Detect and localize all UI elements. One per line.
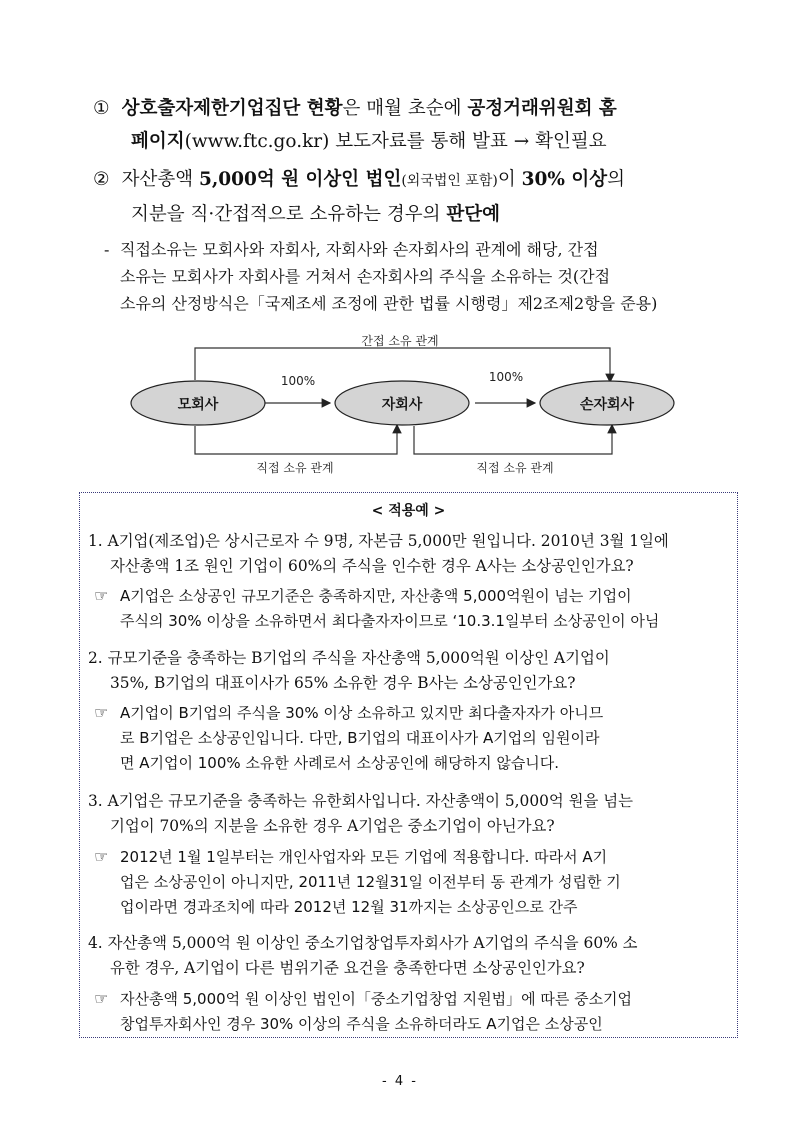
answer-line: 로 B기업은 소상공인입니다. 다만, B기업의 대표이사가 A기업의 임원이라 xyxy=(120,729,600,747)
text-run: 자산총액 xyxy=(121,169,199,190)
answer-line: 면 A기업이 100% 소유한 사례로서 소상공인에 해당하지 않습니다. xyxy=(120,754,560,772)
direct-ownership-label-left: 직접 소유 관계 xyxy=(256,461,334,475)
examples-title: < 적용예 > xyxy=(371,503,446,519)
answer-line: 창업투자회사인 경우 30% 이상의 주식을 소유하더라도 A기업은 소상공인 xyxy=(120,1015,603,1033)
answer-line: 업은 소상공인이 아니지만, 2011년 12월31일 이전부터 동 관계가 성립한 기 xyxy=(120,873,621,891)
answer-4 xyxy=(94,987,632,1037)
circled-number-1: ① xyxy=(93,98,110,119)
pointing-hand-icon: ☞ xyxy=(94,847,109,866)
text-run: (www.ftc.go.kr) 보도자료를 통해 발표 → 확인필요 xyxy=(184,131,607,152)
text-run: 페이지 xyxy=(131,131,185,152)
answer-3 xyxy=(94,845,621,920)
direct-ownership-line-right xyxy=(414,425,612,454)
item-1 xyxy=(93,92,733,158)
question-line: 35%, B기업의 대표이사가 65% 소유한 경우 B사는 소상공인인가요? xyxy=(110,674,576,692)
item-1-line-1 xyxy=(93,92,733,125)
answer-line: 자산총액 5,000억 원 이상인 법인이「중소기업창업 지원법」에 따른 중소기업 xyxy=(120,990,633,1008)
example-1 xyxy=(88,529,669,579)
text-run: 지분을 직·간접적으로 소유하는 경우의 xyxy=(131,204,447,225)
indirect-ownership-label: 간접 소유 관계 xyxy=(361,334,439,348)
node-label-grandchild: 손자회사 xyxy=(579,397,635,413)
text-run: 은 매월 초순에 xyxy=(342,98,468,119)
question-line: 1. A기업(제조업)은 상시근로자 수 9명, 자본금 5,000만 원입니다. 2010년 3월 1일에 xyxy=(88,532,669,550)
direct-ownership-line-left xyxy=(195,425,397,454)
answer-line: A기업이 B기업의 주식을 30% 이상 소유하고 있지만 최다출자자가 아니므 xyxy=(120,704,604,722)
text-run: 30% 이상 xyxy=(521,169,608,190)
percent-label-1: 100% xyxy=(280,374,316,388)
direct-ownership-label-right: 직접 소유 관계 xyxy=(476,461,554,475)
node-label-subsidiary: 자회사 xyxy=(381,397,423,413)
answer-1 xyxy=(94,584,659,634)
question-line: 자산총액 1조 원인 기업이 60%의 주식을 인수한 경우 A사는 소상공인인가요? xyxy=(110,557,634,575)
text-run: (외국법인 포함) xyxy=(401,173,498,189)
text-run: 공정거래위원회 홈 xyxy=(467,98,617,119)
text-run: 상호출자제한기업집단 현황 xyxy=(121,98,343,119)
text-run: 판단예 xyxy=(446,204,500,225)
pointing-hand-icon: ☞ xyxy=(94,989,109,1008)
note-paragraph xyxy=(104,236,744,317)
question-line: 3. A기업은 규모기준을 충족하는 유한회사입니다. 자산총액이 5,000억 원을 넘는 xyxy=(88,792,634,810)
answer-line: A기업은 소상공인 규모기준은 충족하지만, 자산총액 5,000억원이 넘는 기업이 xyxy=(120,587,632,605)
text-run: 5,000억 원 이상인 법인 xyxy=(198,169,402,190)
note-line: 소유의 산정방식은「국제조세 조정에 관한 법률 시행령」제2조제2항을 준용) xyxy=(120,294,658,313)
examples-box xyxy=(79,492,738,1038)
note-line: 직접소유는 모회사와 자회사, 자회사와 손자회사의 관계에 해당, 간접 xyxy=(120,240,599,259)
indirect-ownership-line xyxy=(195,348,610,382)
question-line: 유한 경우, A기업이 다른 범위기준 요건을 충족한다면 소상공인인가요? xyxy=(110,959,585,977)
example-2 xyxy=(88,646,610,696)
text-run: 의 xyxy=(607,169,626,190)
item-2-line-2 xyxy=(93,198,733,231)
question-line: 4. 자산총액 5,000억 원 이상인 중소기업창업투자회사가 A기업의 주식을 60% 소 xyxy=(88,934,638,952)
percent-label-2: 100% xyxy=(488,370,524,384)
answer-line: 2012년 1월 1일부터는 개인사업자와 모든 기업에 적용합니다. 따라서 A기 xyxy=(120,848,608,866)
ownership-diagram xyxy=(0,320,800,480)
node-label-parent: 모회사 xyxy=(177,397,219,413)
answer-line: 주식의 30% 이상을 소유하면서 최다출자자이므로 ‘10.3.1일부터 소상공인이 아님 xyxy=(120,612,660,630)
text-run: 이 xyxy=(497,169,522,190)
example-3 xyxy=(88,789,633,839)
answer-2 xyxy=(94,701,603,776)
circled-number-2: ② xyxy=(93,169,110,190)
example-4 xyxy=(88,931,638,981)
pointing-hand-icon: ☞ xyxy=(94,703,109,722)
note-line: 소유는 모회사가 자회사를 거쳐서 손자회사의 주식을 소유하는 것(간접 xyxy=(120,267,611,286)
pointing-hand-icon: ☞ xyxy=(94,586,109,605)
note-dash: - xyxy=(104,240,110,259)
item-2-line-1 xyxy=(93,163,733,198)
question-line: 기업이 70%의 지분을 소유한 경우 A기업은 중소기업이 아닌가요? xyxy=(110,817,555,835)
item-2 xyxy=(93,163,733,231)
item-1-line-2 xyxy=(93,125,733,158)
page-number: - 4 - xyxy=(382,1074,418,1089)
answer-line: 업이라면 경과조치에 따라 2012년 12월 31까지는 소상공인으로 간주 xyxy=(120,898,578,916)
question-line: 2. 규모기준을 충족하는 B기업의 주식을 자산총액 5,000억원 이상인 A기업이 xyxy=(88,649,610,667)
